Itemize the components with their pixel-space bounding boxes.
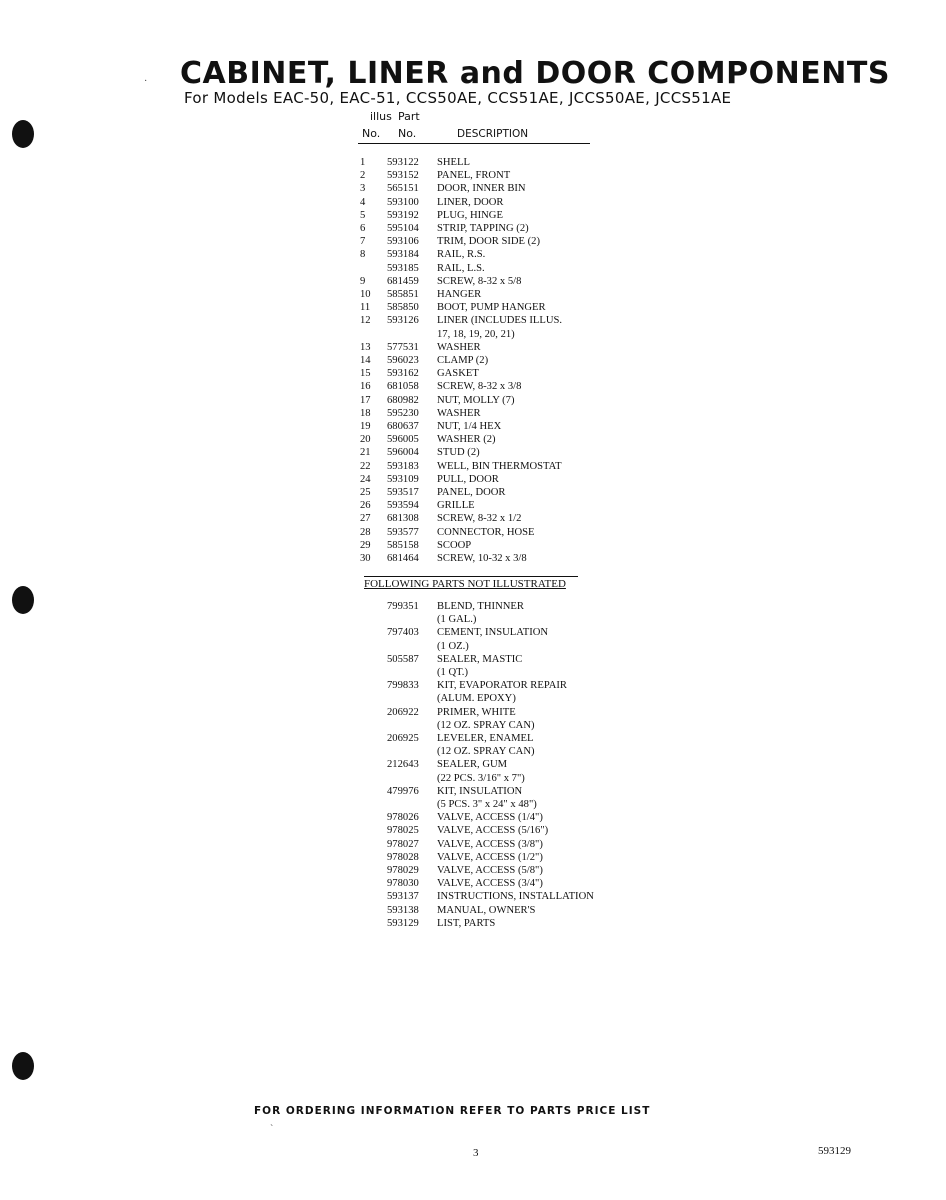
illus-no: 25 xyxy=(360,487,371,499)
part-no: 797403 xyxy=(387,627,419,639)
list-item xyxy=(360,838,660,851)
list-item xyxy=(360,904,660,917)
list-item xyxy=(360,917,660,930)
part-desc: KIT, EVAPORATOR REPAIR xyxy=(437,680,567,692)
part-desc: (12 OZ. SPRAY CAN) xyxy=(437,746,535,758)
scan-speck: · xyxy=(144,76,148,87)
illus-no: 3 xyxy=(360,183,366,195)
part-desc: (22 PCS. 3/16" x 7") xyxy=(437,772,525,784)
part-desc: CONNECTOR, HOSE xyxy=(437,526,535,538)
table-row xyxy=(360,196,660,209)
table-row xyxy=(360,539,660,552)
table-row xyxy=(360,248,660,261)
part-no: 593109 xyxy=(387,473,419,485)
illus-no: 26 xyxy=(360,500,371,512)
illus-no: 8 xyxy=(360,249,366,261)
list-item xyxy=(360,798,660,811)
table-row xyxy=(360,460,660,473)
part-no: 593517 xyxy=(387,487,419,499)
page-title: CABINET, LINER and DOOR COMPONENTS xyxy=(180,56,890,91)
illus-no: 17 xyxy=(360,394,371,406)
part-no: 596004 xyxy=(387,447,419,459)
table-row xyxy=(360,169,660,182)
part-desc: SCREW, 8-32 x 1/2 xyxy=(437,513,522,525)
part-desc: 17, 18, 19, 20, 21) xyxy=(437,328,515,340)
part-no: 565151 xyxy=(387,183,419,195)
part-no: 978028 xyxy=(387,851,419,863)
list-item xyxy=(360,706,660,719)
part-desc: RAIL, R.S. xyxy=(437,249,486,261)
part-no: 680637 xyxy=(387,421,419,433)
part-no xyxy=(387,613,437,626)
table-row xyxy=(360,552,660,565)
part-desc: VALVE, ACCESS (1/4") xyxy=(437,812,543,824)
page-number: 3 xyxy=(473,1147,479,1159)
part-no: 596005 xyxy=(387,434,419,446)
part-desc: (1 OZ.) xyxy=(437,640,469,652)
illus-no: 28 xyxy=(360,526,371,538)
illus-no: 4 xyxy=(360,196,366,208)
parts-list xyxy=(360,156,660,565)
part-desc: PLUG, HINGE xyxy=(437,209,503,221)
part-no: 593594 xyxy=(387,500,419,512)
table-row xyxy=(360,341,660,354)
part-no: 681459 xyxy=(387,275,419,287)
part-no: 680982 xyxy=(387,394,419,406)
part-no xyxy=(387,640,437,653)
part-no: 681308 xyxy=(387,513,419,525)
illus-no: 5 xyxy=(360,209,366,221)
part-no xyxy=(387,772,437,785)
not-illustrated-list xyxy=(360,600,660,930)
part-no: 206922 xyxy=(387,706,419,718)
illus-no: 22 xyxy=(360,460,371,472)
part-no: 593162 xyxy=(387,368,419,380)
illus-no: 9 xyxy=(360,275,366,287)
part-desc: LIST, PARTS xyxy=(437,917,496,929)
list-item xyxy=(360,732,660,745)
part-no: 593185 xyxy=(387,262,419,274)
part-desc: KIT, INSULATION xyxy=(437,785,523,797)
table-row xyxy=(360,328,660,341)
table-row xyxy=(360,182,660,195)
list-item xyxy=(360,811,660,824)
table-row xyxy=(360,301,660,314)
part-no: 593577 xyxy=(387,526,419,538)
part-desc: CEMENT, INSULATION xyxy=(437,627,549,639)
part-desc: WASHER xyxy=(437,407,481,419)
part-desc: LINER (INCLUDES ILLUS. xyxy=(437,315,563,327)
table-row xyxy=(360,526,660,539)
part-desc: MANUAL, OWNER'S xyxy=(437,904,536,916)
illus-no: 10 xyxy=(360,289,371,301)
header-description: DESCRIPTION xyxy=(457,128,529,140)
part-desc: (5 PCS. 3" x 24" x 48") xyxy=(437,799,537,811)
part-no: 978026 xyxy=(387,812,419,824)
part-desc: (1 QT.) xyxy=(437,667,468,679)
part-desc: (ALUM. EPOXY) xyxy=(437,693,516,705)
part-no: 595230 xyxy=(387,407,419,419)
part-desc: VALVE, ACCESS (1/2") xyxy=(437,851,543,863)
part-no: 593183 xyxy=(387,460,419,472)
part-desc: NUT, 1/4 HEX xyxy=(437,421,502,433)
part-no: 206925 xyxy=(387,733,419,745)
part-desc: SCOOP xyxy=(437,539,472,551)
table-row xyxy=(360,407,660,420)
part-no xyxy=(387,798,437,811)
part-desc: BOOT, PUMP HANGER xyxy=(437,302,546,314)
part-desc: CLAMP (2) xyxy=(437,355,489,367)
table-row xyxy=(360,380,660,393)
table-row xyxy=(360,235,660,248)
part-no: 681464 xyxy=(387,553,419,565)
models-subtitle: For Models EAC-50, EAC-51, CCS50AE, CCS51AE, JCCS50AE, JCCS51AE xyxy=(184,89,732,107)
part-desc: VALVE, ACCESS (3/8") xyxy=(437,838,543,850)
table-row xyxy=(360,394,660,407)
part-no xyxy=(387,666,437,679)
part-no: 585158 xyxy=(387,539,419,551)
part-desc: SEALER, GUM xyxy=(437,759,508,771)
part-desc: NUT, MOLLY (7) xyxy=(437,394,515,406)
part-desc: (1 GAL.) xyxy=(437,614,477,626)
part-no: 681058 xyxy=(387,381,419,393)
part-no: 505587 xyxy=(387,653,419,665)
part-desc: PANEL, FRONT xyxy=(437,170,511,182)
part-no: 593100 xyxy=(387,196,419,208)
part-desc: SHELL xyxy=(437,157,470,168)
illus-no: 20 xyxy=(360,434,371,446)
part-desc: STUD (2) xyxy=(437,447,480,459)
part-desc: VALVE, ACCESS (5/16") xyxy=(437,825,549,837)
table-row xyxy=(360,420,660,433)
part-no xyxy=(387,719,437,732)
part-desc: LEVELER, ENAMEL xyxy=(437,733,534,745)
illus-no: 1 xyxy=(360,157,366,168)
part-no xyxy=(387,328,437,341)
part-desc: PRIMER, WHITE xyxy=(437,706,516,718)
table-row xyxy=(360,486,660,499)
part-desc: BLEND, THINNER xyxy=(437,601,524,612)
part-no: 593122 xyxy=(387,157,419,168)
part-no: 596023 xyxy=(387,355,419,367)
part-desc: DOOR, INNER BIN xyxy=(437,183,526,195)
part-no: 593138 xyxy=(387,904,419,916)
part-desc: WASHER xyxy=(437,341,481,353)
part-no: 593137 xyxy=(387,891,419,903)
part-desc: VALVE, ACCESS (3/4") xyxy=(437,878,543,890)
part-desc: LINER, DOOR xyxy=(437,196,504,208)
illus-no xyxy=(360,328,387,341)
part-desc: VALVE, ACCESS (5/8") xyxy=(437,865,543,877)
list-item xyxy=(360,626,660,639)
illus-no: 27 xyxy=(360,513,371,525)
illus-no xyxy=(360,262,387,275)
part-no: 593152 xyxy=(387,170,419,182)
illus-no: 7 xyxy=(360,236,366,248)
part-no: 799351 xyxy=(387,601,419,612)
table-row xyxy=(360,499,660,512)
part-desc: SEALER, MASTIC xyxy=(437,653,523,665)
illus-no: 13 xyxy=(360,341,371,353)
table-row xyxy=(360,262,660,275)
part-desc: GRILLE xyxy=(437,500,475,512)
part-desc: INSTRUCTIONS, INSTALLATION xyxy=(437,891,594,903)
punch-hole xyxy=(12,120,34,148)
list-item xyxy=(360,864,660,877)
header-part-no: No. xyxy=(398,127,417,140)
illus-no: 6 xyxy=(360,223,366,235)
part-desc: RAIL, L.S. xyxy=(437,262,485,274)
table-row xyxy=(360,433,660,446)
punch-hole xyxy=(12,586,34,614)
list-item xyxy=(360,890,660,903)
table-row xyxy=(360,354,660,367)
part-no: 978027 xyxy=(387,838,419,850)
part-no: 593129 xyxy=(387,917,419,929)
illus-no: 21 xyxy=(360,447,371,459)
list-item xyxy=(360,692,660,705)
part-no: 479976 xyxy=(387,785,419,797)
part-no: 593192 xyxy=(387,209,419,221)
list-item xyxy=(360,600,660,613)
illus-no: 12 xyxy=(360,315,371,327)
illus-no: 29 xyxy=(360,539,371,551)
list-item xyxy=(360,772,660,785)
list-item xyxy=(360,851,660,864)
part-desc: STRIP, TAPPING (2) xyxy=(437,223,529,235)
table-row xyxy=(360,222,660,235)
header-divider xyxy=(358,143,590,144)
not-illustrated-header: FOLLOWING PARTS NOT ILLUSTRATED xyxy=(364,578,566,590)
table-row xyxy=(360,314,660,327)
table-row xyxy=(360,288,660,301)
part-no: 585850 xyxy=(387,302,419,314)
part-no xyxy=(387,692,437,705)
part-no: 593126 xyxy=(387,315,419,327)
part-no xyxy=(387,745,437,758)
header-illus: illus xyxy=(370,110,392,123)
illus-no: 15 xyxy=(360,368,371,380)
list-item xyxy=(360,785,660,798)
table-row xyxy=(360,209,660,222)
part-desc: TRIM, DOOR SIDE (2) xyxy=(437,236,540,248)
part-desc: SCREW, 10-32 x 3/8 xyxy=(437,553,527,565)
illus-no: 11 xyxy=(360,302,371,314)
list-item xyxy=(360,613,660,626)
illus-no: 19 xyxy=(360,421,371,433)
part-no: 978025 xyxy=(387,825,419,837)
illus-no: 16 xyxy=(360,381,371,393)
part-no: 593184 xyxy=(387,249,419,261)
part-no: 593106 xyxy=(387,236,419,248)
part-desc: WASHER (2) xyxy=(437,434,496,446)
list-item xyxy=(360,877,660,890)
part-no: 595104 xyxy=(387,223,419,235)
ordering-note: FOR ORDERING INFORMATION REFER TO PARTS PRICE LIST xyxy=(254,1105,651,1117)
part-desc: SCREW, 8-32 x 3/8 xyxy=(437,381,522,393)
part-no: 577531 xyxy=(387,341,419,353)
scan-speck: ` xyxy=(270,1124,274,1135)
part-no: 978030 xyxy=(387,878,419,890)
part-desc: GASKET xyxy=(437,368,479,380)
part-no: 212643 xyxy=(387,759,419,771)
table-row xyxy=(360,473,660,486)
part-no: 799833 xyxy=(387,680,419,692)
header-no: No. xyxy=(362,127,381,140)
list-item xyxy=(360,679,660,692)
punch-hole xyxy=(12,1052,34,1080)
section-divider xyxy=(364,576,578,577)
illus-no: 2 xyxy=(360,170,366,182)
table-row xyxy=(360,512,660,525)
list-item xyxy=(360,745,660,758)
part-desc: HANGER xyxy=(437,289,482,301)
list-item xyxy=(360,758,660,771)
part-desc: WELL, BIN THERMOSTAT xyxy=(437,460,562,472)
list-item xyxy=(360,824,660,837)
illus-no: 24 xyxy=(360,473,371,485)
list-item xyxy=(360,719,660,732)
list-item xyxy=(360,640,660,653)
table-row xyxy=(360,275,660,288)
document-number: 593129 xyxy=(818,1145,851,1157)
table-row xyxy=(360,156,660,169)
list-item xyxy=(360,666,660,679)
part-desc: PULL, DOOR xyxy=(437,473,499,485)
list-item xyxy=(360,653,660,666)
part-desc: PANEL, DOOR xyxy=(437,487,506,499)
header-part: Part xyxy=(398,110,420,123)
part-desc: (12 OZ. SPRAY CAN) xyxy=(437,719,535,731)
illus-no: 14 xyxy=(360,355,371,367)
part-no: 585851 xyxy=(387,289,419,301)
part-desc: SCREW, 8-32 x 5/8 xyxy=(437,275,522,287)
table-row xyxy=(360,367,660,380)
illus-no: 18 xyxy=(360,407,371,419)
illus-no: 30 xyxy=(360,553,371,565)
part-no: 978029 xyxy=(387,865,419,877)
table-row xyxy=(360,446,660,459)
